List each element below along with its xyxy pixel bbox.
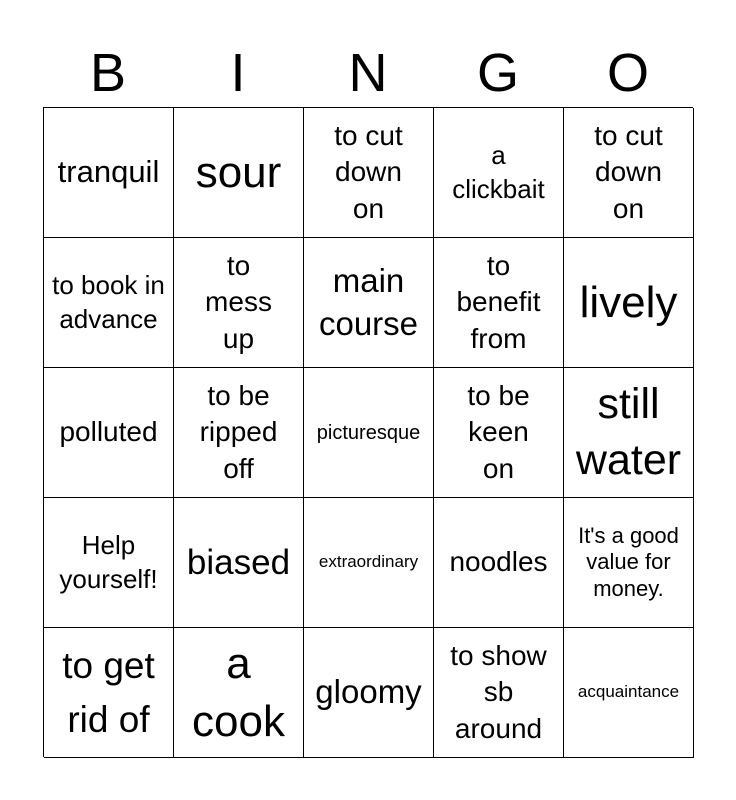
cell-text: polluted [59,416,158,448]
cell-text: It's a good value for money. [578,522,679,601]
bingo-board [43,107,693,757]
bingo-cell[interactable] [304,498,434,628]
cell-text: to book in advance [52,269,165,334]
cell-text: biased [186,542,291,582]
cell-text: to cut down on [334,119,403,224]
cell-text: acquaintance [577,682,680,702]
bingo-cell[interactable] [174,368,304,498]
cell-text: to be ripped off [199,379,278,484]
bingo-cell[interactable] [44,498,174,628]
bingo-cell[interactable] [434,238,564,368]
cell-text: to show sb around [450,639,547,744]
header-letter-b: B [89,43,127,103]
bingo-cell[interactable] [304,628,434,758]
bingo-cell[interactable] [434,368,564,498]
cell-text: to get rid of [62,644,155,740]
bingo-header [43,40,693,106]
bingo-cell[interactable] [304,368,434,498]
cell-text: lively [579,278,678,327]
bingo-cell[interactable] [564,108,694,238]
header-letter-n: N [348,43,388,103]
bingo-cell[interactable] [44,108,174,238]
cell-text: still water [575,379,682,484]
cell-text: a cook [192,639,285,746]
cell-text: to cut down on [594,119,663,224]
bingo-cell[interactable] [304,108,434,238]
bingo-cell[interactable] [564,498,694,628]
header-letter-i: I [230,43,246,103]
cell-text: to benefit from [456,249,541,354]
cell-text: sour [195,148,282,197]
bingo-cell[interactable] [434,498,564,628]
cell-text: tranquil [57,154,160,190]
cell-text: main course [318,261,419,342]
bingo-cell[interactable] [304,238,434,368]
cell-text: gloomy [315,673,422,711]
bingo-cell[interactable] [44,238,174,368]
bingo-cell[interactable] [434,108,564,238]
bingo-cell[interactable] [44,368,174,498]
bingo-cell[interactable] [564,238,694,368]
bingo-cell[interactable] [564,628,694,758]
bingo-cell[interactable] [564,368,694,498]
bingo-cell[interactable] [174,498,304,628]
bingo-cell[interactable] [434,628,564,758]
cell-text: extraordinary [318,552,419,572]
bingo-cell[interactable] [44,628,174,758]
bingo-cell[interactable] [174,238,304,368]
cell-text: Help yourself! [59,529,158,594]
cell-text: to be keen on [467,379,530,484]
cell-text: noodles [449,546,548,578]
cell-text: a clickbait [452,139,545,204]
bingo-cell[interactable] [174,108,304,238]
header-letter-g: G [476,43,519,103]
header-letter-o: O [606,43,649,103]
bingo-cell[interactable] [174,628,304,758]
cell-text: to mess up [205,249,272,354]
cell-text: picturesque [316,421,421,444]
